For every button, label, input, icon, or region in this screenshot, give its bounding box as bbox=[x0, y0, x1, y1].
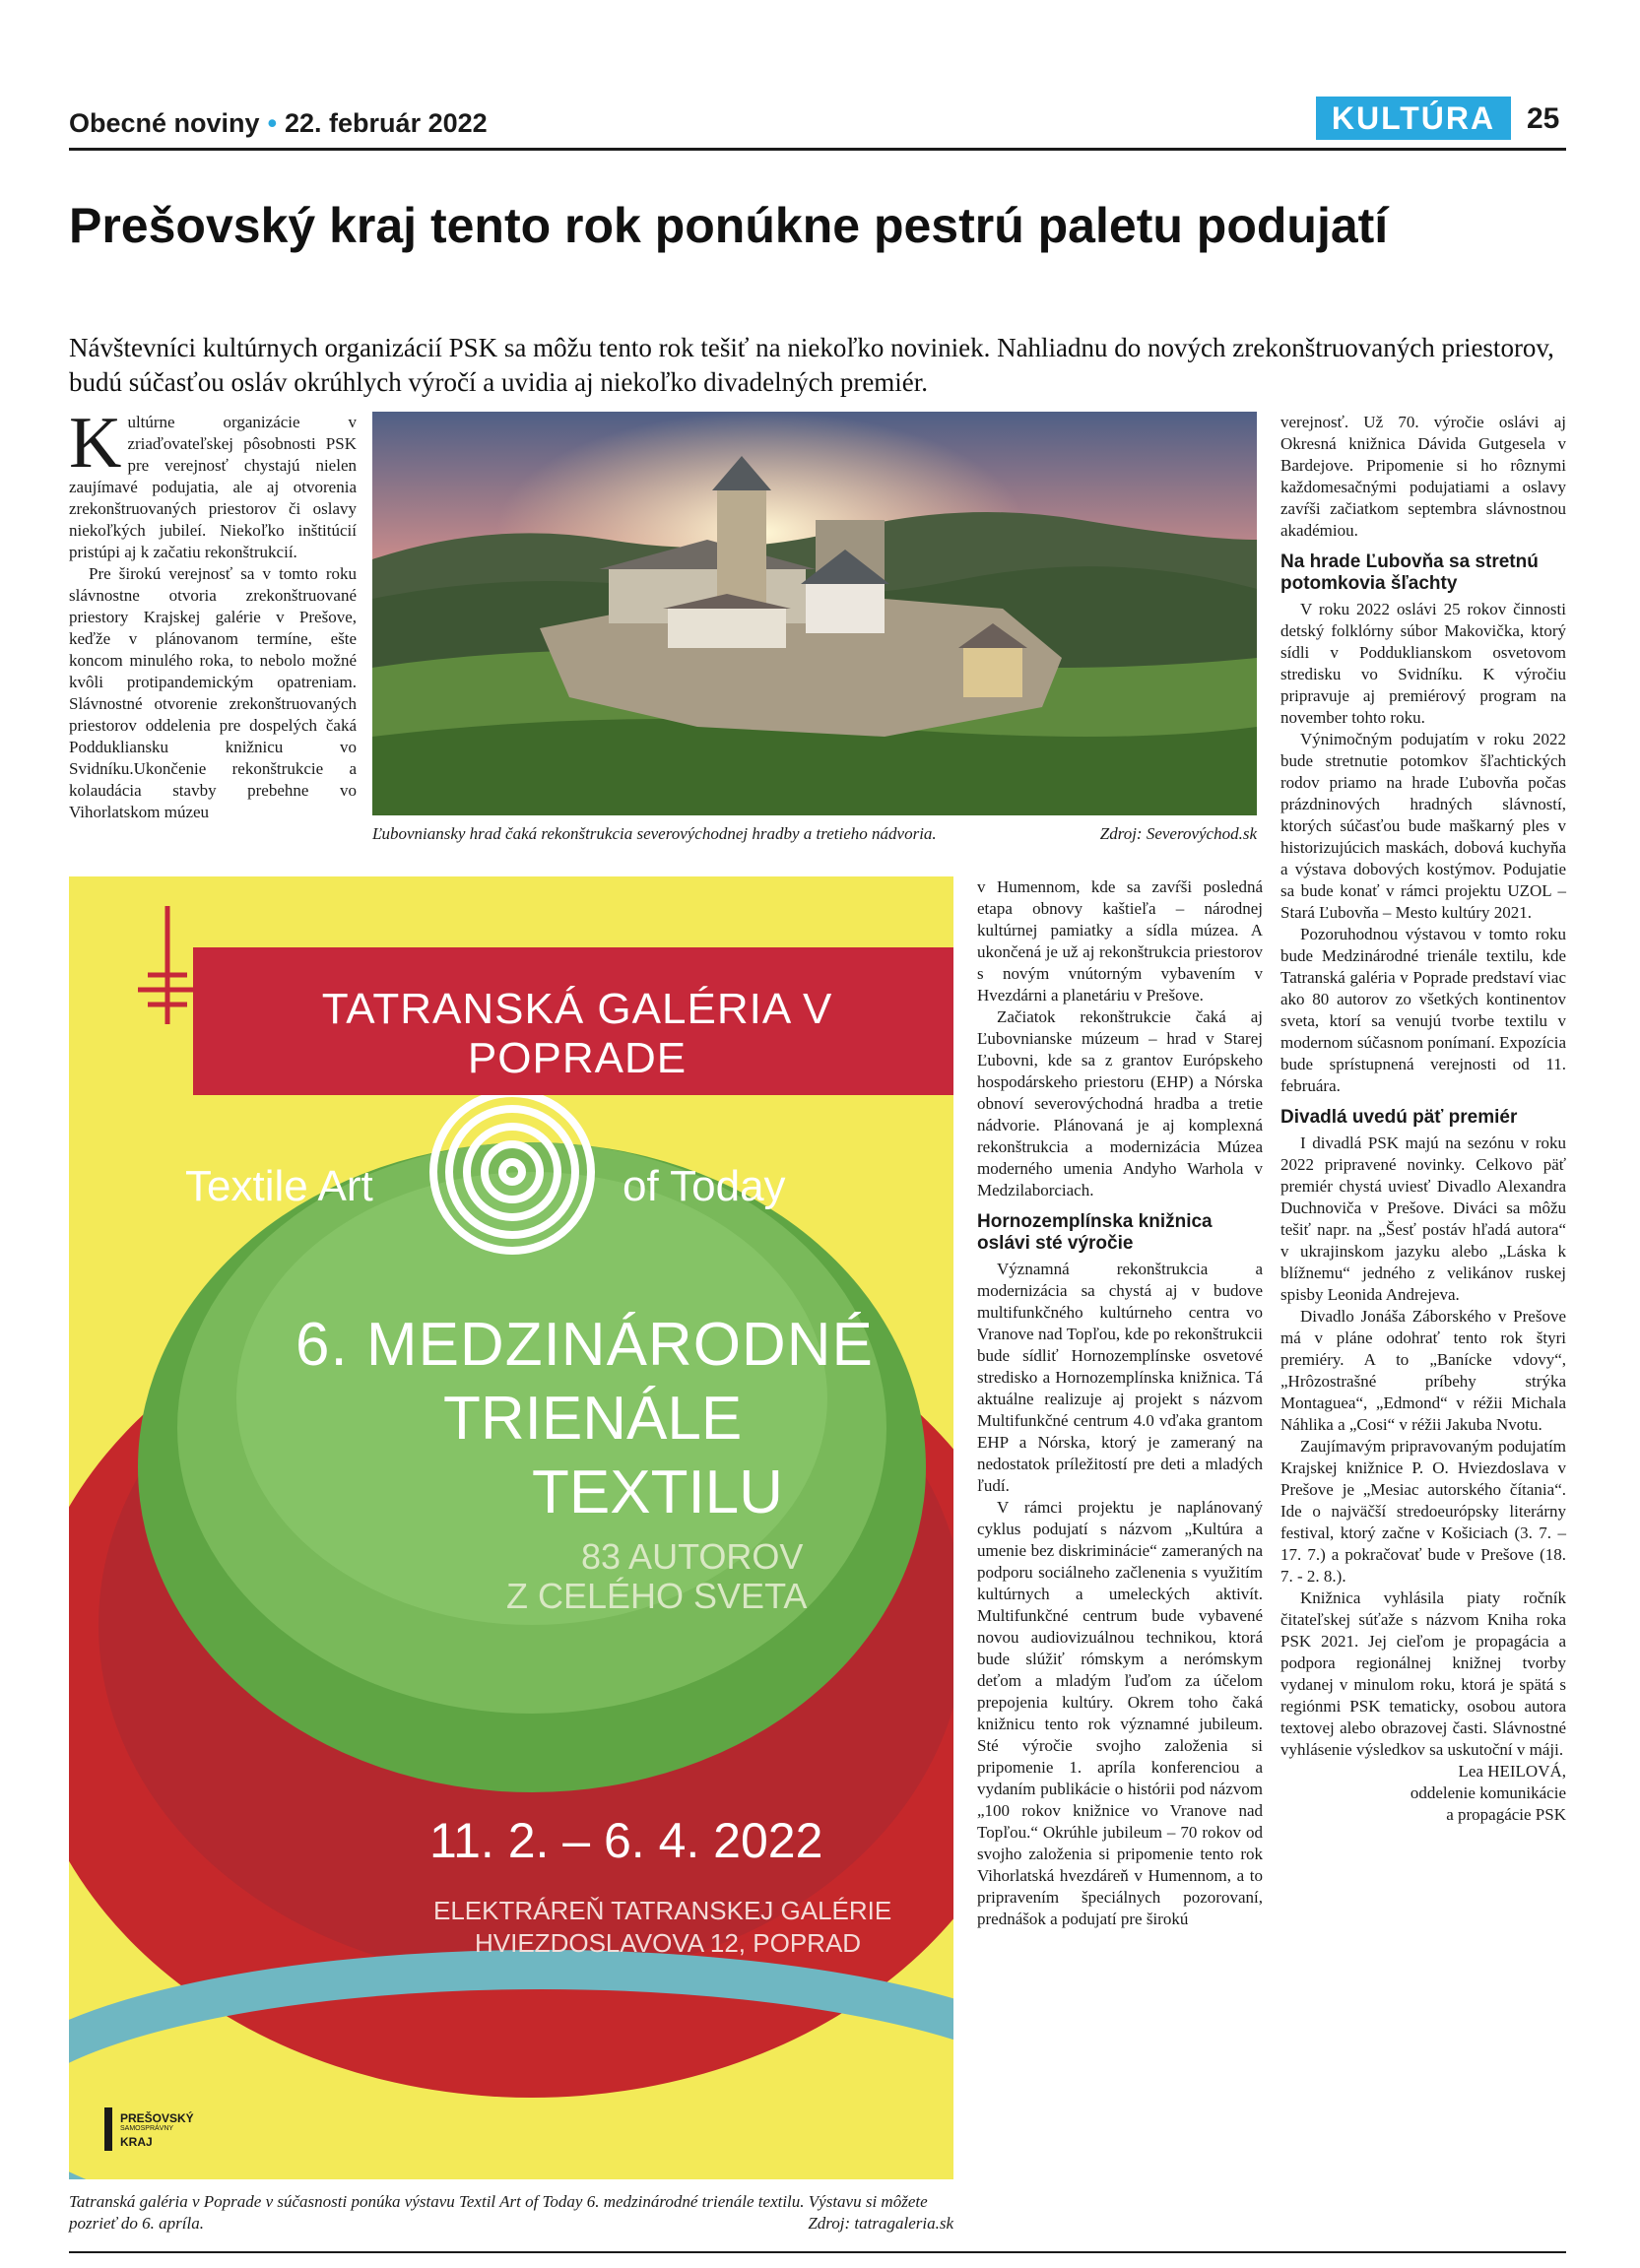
header-rule bbox=[69, 148, 1566, 151]
paragraph: Knižnica vyhlásila piaty ročník čitateľskej súťaže s názvom Kniha roka PSK 2021. Jej cieľom je propagácia a podpora regionálnej knižnej tvorby vydanej v minulom roku, ktorá je spätá s regiónmi PSK tematicky, osobou autora textovej alebo obrazovej časti. Slávnostné vyhlásenie výsledkov sa uskutoční v máji. bbox=[1280, 1588, 1566, 1759]
paragraph: Začiatok rekonštrukcie čaká aj Ľubovnianske múzeum – hrad v Starej Ľubovni, kde sa z grantov Európskeho hospodárskeho priestoru (EHP) a Nórska obnoví severovýchodná hradba a tretie nádvorie. Plánovaná je aj komplexná rekonštrukcia a modernizácia Múzea moderného umenia Andyho Warhola v Medzilaborciach. bbox=[977, 1007, 1263, 1199]
poster-title-left: Textile Art bbox=[185, 1162, 373, 1210]
paragraph: v Humennom, kde sa zavŕši posledná etapa obnovy kaštieľa – národnej kultúrnej pamiatky a sídla múzea. A ukončená je už aj rekonštrukcia priestorov s novým vnútorným vybavením v Hvezdárni a planetáriu v Prešove. bbox=[977, 877, 1263, 1004]
paragraph: Pre širokú verejnosť sa v tomto roku slávnostne otvoria zrekonštruované priestory Krajskej galérie v Prešove, keďže v plánovanom termíne, ešte koncom minulého roka, to nebolo možné kvôli protipandemickým opatreniam. Slávnostné otvorenie zrekonštruovaných priestorov oddelenia pre dospelých čaká Poddukliansku knižnicu vo Svidníku.Ukončenie rekonštrukcie a kolaudácia stavby prebehne vo Vihorlatskom múzeu bbox=[69, 564, 357, 821]
drop-cap: K bbox=[69, 403, 122, 484]
paragraph: V rámci projektu je naplánovaný cyklus podujatí s názvom „Kultúra a umenie bez diskriminácie“ zameraných na podporu sociálneho začlenenia s využitím kultúrnych a umeleckých aktivít. Multifunkčné centrum bude vybavené novou audiovizuálnou technikou, ktorá bude slúžiť rómskym a nerómskym deťom a mladým ľuďom za účelom prepojenia kultúry. Okrem toho čaká knižnicu tento rok významné jubileum. Sté výročie svojho založenia si pripomenie 1. apríla konferenciou a vydaním publikácie o histórii pod názvom „100 rokov knižnice vo Vranove nad Topľou.“ Okrúhle jubileum – 70 rokov od svojho založenia si pripomenie tento rok Vihorlatská hvezdáreň v Humennom, a to pripravením špeciálnych pozorovaní, prednášok a podujatí pre širokú bbox=[977, 1498, 1263, 1928]
column-3 bbox=[977, 876, 1263, 1930]
article-lead: Návštevníci kultúrnych organizácií PSK sa môžu tento rok tešiť na niekoľko noviniek. Nahliadnu do nových zrekonštruovaných priestorov, budú súčasťou osláv okrúhlych výročí a uvidia aj niekoľko divadelných premiér. bbox=[69, 333, 1554, 397]
page-number: 25 bbox=[1527, 102, 1560, 135]
article-headline: Prešovský kraj tento rok ponúkne pestrú paletu podujatí bbox=[69, 198, 1389, 253]
author-name: Lea HEILOVÁ, bbox=[1458, 1762, 1566, 1781]
subheading: Divadlá uvedú päť premiér bbox=[1280, 1107, 1518, 1128]
column-1 bbox=[69, 403, 357, 823]
paragraph: Divadlo Jonáša Záborského v Prešove má v pláne odohrať tento rok štyri premiéry. A to „Banícke vdovy“, „Hrôzostrašné príbehy strýka Montaguea“, „Edmond“ v réžii Michala Náhlika a „Cosi“ v réžii Jakuba Nvotu. bbox=[1280, 1307, 1566, 1434]
poster-line-1: 6. MEDZINÁRODNÉ bbox=[295, 1311, 874, 1379]
paragraph: V roku 2022 oslávi 25 rokov činnosti detský folklórny súbor Makovička, ktorý sídli v Podduklianskom osvetovom stredisku vo Svidníku. K výročiu pripravuje aj premiérový program na november tohto roku. bbox=[1280, 600, 1566, 727]
separator-dot: • bbox=[267, 108, 278, 138]
poster-banner-text: TATRANSKÁ GALÉRIA V POPRADE bbox=[321, 985, 833, 1082]
paragraph: Výnimočným podujatím v roku 2022 bude stretnutie potomkov šľachtických rodov priamo na hrade Ľubovňa počas prázdninových hradných slávností, ktorých súčasťou bude maškarný ples v historizujúcich maskách, dobová kuchyňa a výstava dobových kostýmov. Podujatie sa bude konať v rámci projektu UZOL – Stará Ľubovňa – Mesto kultúry 2021. bbox=[1280, 730, 1566, 922]
footer-rule bbox=[69, 2251, 1566, 2253]
photo-source: Zdroj: Severovýchod.sk bbox=[1099, 824, 1257, 843]
author-dept: a propagácie PSK bbox=[1446, 1805, 1566, 1824]
poster-logo-line-2: SAMOSPRÁVNY bbox=[120, 2125, 174, 2132]
exhibition-poster bbox=[69, 876, 953, 2179]
photo-caption: Ľubovniansky hrad čaká rekonštrukcia severovýchodnej hradby a tretieho nádvoria. bbox=[372, 824, 937, 843]
psk-logo-icon bbox=[104, 2107, 112, 2151]
section-label: KULTÚRA bbox=[1316, 97, 1511, 140]
poster-logo-line-3: KRAJ bbox=[120, 2135, 153, 2149]
gallery-logo-icon bbox=[138, 906, 197, 1024]
poster-caption: Tatranská galéria v Poprade v súčasnosti ponúka výstavu Textil Art of Today 6. medzinárodné trienále textilu. Výstavu si môžete pozrieť do 6. apríla. bbox=[69, 2192, 928, 2233]
poster-title-right: of Today bbox=[623, 1162, 786, 1210]
poster-line-3: TEXTILU bbox=[532, 1458, 783, 1526]
author-dept: oddelenie komunikácie bbox=[1410, 1783, 1566, 1802]
paper-name: Obecné noviny bbox=[69, 108, 260, 138]
paragraph: Zaujímavým pripravovaným podujatím Krajskej knižnice P. O. Hviezdoslava v Prešove je „Mesiac autorského čítania“. Ide o najväčší stredoeurópsky literárny festival, ktorý začne v Košiciach (3. 7. – 17. 7.) a pokračovať bude v Prešove (18. 7. - 2. 8.). bbox=[1280, 1437, 1566, 1586]
masthead bbox=[69, 108, 488, 139]
column-4 bbox=[1280, 412, 1566, 1826]
issue-date: 22. február 2022 bbox=[285, 108, 488, 138]
castle-photo bbox=[372, 412, 1257, 815]
subheading: Na hrade Ľubovňa sa stretnú potomkovia šľachty bbox=[1280, 551, 1539, 594]
paragraph: Významná rekonštrukcia a modernizácia sa chystá aj v budove multifunkčného kultúrneho centra vo Vranove nad Topľou, kde po rekonštrukcii bude sídliť Hornozemplínske osvetové stredisko a Hornozemplínska knižnica. Tá aktuálne realizuje aj projekt s názvom Multifunkčné centrum 4.0 vďaka grantom EHP a Nórska, ktorý je zameraný na nedostatok príležitostí pre deti a mladých ľudí. bbox=[977, 1260, 1263, 1495]
paragraph: verejnosť. Už 70. výročie oslávi aj Okresná knižnica Dávida Gutgesela v Bardejove. Pripomenie si ho rôznymi každomesačnými podujatiami a oslavy zavŕši začiatkom septembra slávnostnou akadémiou. bbox=[1280, 413, 1566, 540]
poster-logo-line-1: PREŠOVSKÝ bbox=[120, 2111, 194, 2125]
paragraph: I divadlá PSK majú na sezónu v roku 2022 pripravené novinky. Celkovo päť premiér chystá uviesť Divadlo Alexandra Duchnoviča v Prešove. Diváci sa môžu tešiť napr. na „Šesť postáv hľadá autora“ v ukrajinskom jazyku alebo „Láska k blížnemu“ jedného z velikánov ruskej spisby Leonida Andrejeva. bbox=[1280, 1134, 1566, 1304]
poster-dates: 11. 2. – 6. 4. 2022 bbox=[429, 1813, 823, 1868]
poster-venue-2: HVIEZDOSLAVOVA 12, POPRAD bbox=[475, 1928, 862, 1958]
poster-line-2: TRIENÁLE bbox=[443, 1385, 743, 1453]
castle-image bbox=[372, 412, 1257, 815]
subheading: Hornozemplínska knižnica oslávi sté výročie bbox=[977, 1211, 1213, 1254]
paragraph: Pozoruhodnou výstavou v tomto roku bude Medzinárodné trienále textilu, kde Tatranská galéria v Poprade predstaví viac ako 80 autorov zo všetkých kontinentov sveta, ktorí sa venujú tvorbe textilu v modernom súčasnom ponímaní. Expozícia bude sprístupnená verejnosti od 11. februára. bbox=[1280, 925, 1566, 1095]
poster-line-5: Z CELÉHO SVETA bbox=[506, 1576, 808, 1616]
poster-venue-1: ELEKTRÁREŇ TATRANSKEJ GALÉRIE bbox=[433, 1896, 892, 1925]
paragraph: Kultúrne organizácie v zriaďovateľskej pôsobnosti PSK pre verejnosť chystajú nielen zaujímavé podujatia, ale aj otvorenia zrekonštruovaných priestorov či oslavy niekoľkých jubileí. Niekoľko inštitúcií pristúpi aj k začatiu rekonštrukcií. bbox=[69, 403, 357, 561]
poster-line-4: 83 AUTOROV bbox=[581, 1536, 804, 1577]
poster-source: Zdroj: tatragaleria.sk bbox=[808, 2214, 953, 2233]
